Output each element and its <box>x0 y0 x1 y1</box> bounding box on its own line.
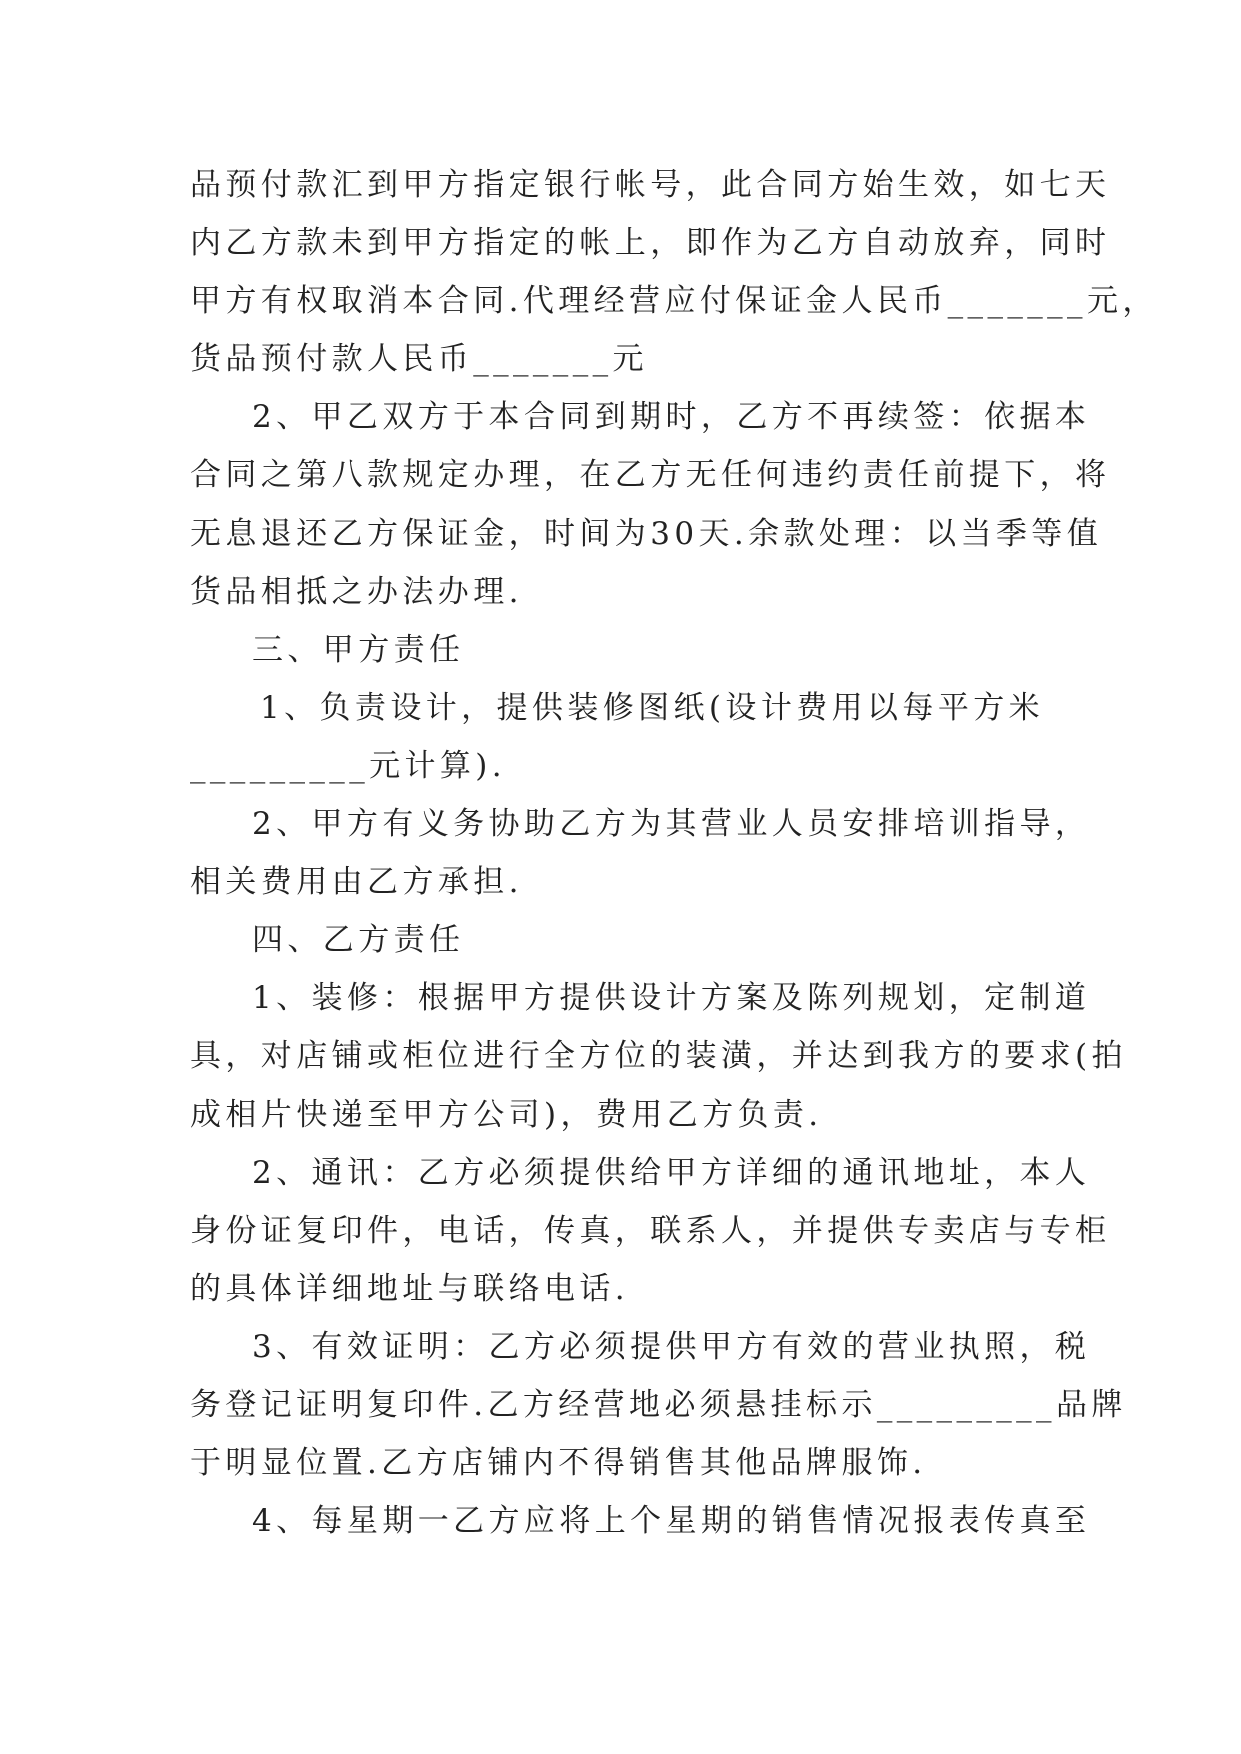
text-line: 具，对店铺或柜位进行全方位的装潢，并达到我方的要求(拍 <box>190 1038 1127 1075</box>
paragraph-start: 2、甲方有义务协助乙方为其营业人员安排培训指导， <box>252 806 1091 843</box>
paragraph-start: 2、甲乙双方于本合同到期时，乙方不再续签：依据本 <box>252 399 1091 436</box>
text-line: 的具体详细地址与联络电话. <box>190 1270 630 1307</box>
text-line: 品预付款汇到甲方指定银行帐号，此合同方始生效，如七天 <box>190 167 1111 203</box>
text-line: 货品相抵之办法办理. <box>190 573 523 610</box>
text-line: 货品预付款人民币_______元 <box>190 341 648 378</box>
text-line: 合同之第八款规定办理，在乙方无任何违约责任前提下，将 <box>190 457 1111 494</box>
paragraph-start: 1、装修：根据甲方提供设计方案及陈列规划，定制道 <box>252 980 1091 1017</box>
text-line: 无息退还乙方保证金，时间为30天.余款处理：以当季等值 <box>190 515 1103 552</box>
text-line: 内乙方款未到甲方指定的帐上，即作为乙方自动放弃，同时 <box>190 225 1111 262</box>
paragraph-start: 4、每星期一乙方应将上个星期的销售情况报表传真至 <box>252 1503 1091 1540</box>
section-heading: 四、乙方责任 <box>252 922 465 959</box>
text-line: _________元计算). <box>190 747 507 784</box>
text-line: 甲方有权取消本合同.代理经营应付保证金人民币_______元， <box>190 283 1158 320</box>
paragraph-start: 3、有效证明：乙方必须提供甲方有效的营业执照，税 <box>252 1328 1091 1365</box>
text-line: 身份证复印件，电话，传真，联系人，并提供专卖店与专柜 <box>190 1212 1111 1249</box>
paragraph-start: 1、负责设计，提供装修图纸(设计费用以每平方米 <box>260 689 1045 726</box>
paragraph-start: 2、通讯：乙方必须提供给甲方详细的通讯地址，本人 <box>252 1154 1091 1191</box>
section-heading: 三、甲方责任 <box>252 631 465 668</box>
text-line: 于明显位置.乙方店铺内不得销售其他品牌服饰. <box>190 1445 927 1482</box>
document-body <box>190 156 1158 1550</box>
text-line: 务登记证明复印件.乙方经营地必须悬挂标示_________品牌 <box>190 1386 1127 1423</box>
text-line: 成相片快递至甲方公司)，费用乙方负责. <box>190 1096 823 1133</box>
text-line: 相关费用由乙方承担. <box>190 864 523 901</box>
